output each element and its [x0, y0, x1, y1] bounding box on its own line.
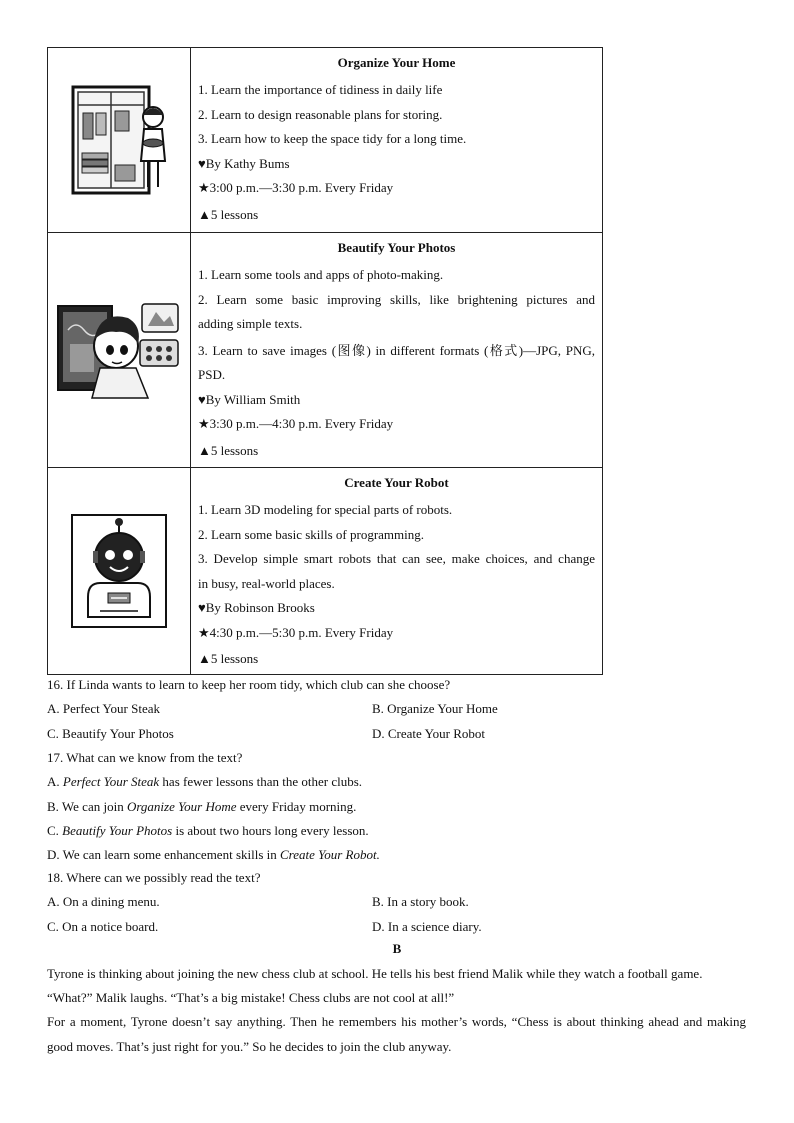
club-info-cell — [191, 468, 603, 675]
question-16 — [47, 673, 747, 746]
option-d[interactable]: D. In a science diary. — [372, 918, 482, 934]
question-stem: 18. Where can we possibly read the text? — [47, 870, 261, 885]
club-line: adding simple texts. — [198, 316, 303, 331]
club-info-cell — [191, 233, 603, 468]
option-b[interactable]: B. In a story book. — [372, 894, 469, 910]
club-image-cell — [48, 468, 191, 675]
option-d[interactable]: D. We can learn some enhancement skills in Create Your Robot. — [47, 847, 380, 863]
club-row-beautify-photos — [48, 233, 603, 468]
club-line: in busy, real-world places. — [198, 575, 335, 591]
club-title: Organize Your Home — [337, 55, 456, 70]
question-17 — [47, 746, 747, 867]
option-a[interactable]: A. On a dining menu. — [47, 894, 160, 910]
club-line: 3. Develop simple smart robots that can see, make choices, and change — [198, 551, 595, 566]
club-line: 1. Learn some tools and apps of photo-making. — [198, 267, 444, 282]
option-b[interactable]: B. Organize Your Home — [372, 701, 498, 717]
option-a[interactable]: A. Perfect Your Steak has fewer lessons than the other clubs. — [47, 774, 363, 790]
wardrobe-girl-illustration — [69, 83, 169, 197]
passage-paragraph: Tyrone is thinking about joining the new chess club at school. He tells his best friend Malik while they watch a football game. — [47, 966, 703, 981]
club-teacher: ♥By Kathy Bums — [198, 155, 290, 171]
club-row-create-robot — [48, 468, 603, 675]
club-image-cell — [48, 233, 191, 468]
club-image-cell — [48, 48, 191, 233]
passage-paragraph: For a moment, Tyrone doesn’t say anything. Then he remembers his mother’s words, “Chess is about thinking ahead and making good moves. That’s just right for you.” So he decides to join the club anyway. — [47, 1014, 746, 1054]
passage-paragraph: “What?” Malik laughs. “That’s a big mistake! Chess clubs are not cool at all!” — [47, 990, 455, 1006]
club-line: 2. Learn to design reasonable plans for storing. — [198, 106, 443, 122]
question-stem: 16. If Linda wants to learn to keep her room tidy, which club can she choose? — [47, 677, 451, 692]
club-time: ★3:30 p.m.—4:30 p.m. Every Friday — [198, 416, 394, 431]
option-d[interactable]: D. Create Your Robot — [372, 725, 486, 741]
robot-illustration — [70, 513, 168, 629]
boy-computer-illustration — [56, 300, 182, 400]
club-time: ★4:30 p.m.—5:30 p.m. Every Friday — [198, 624, 394, 640]
club-info-cell — [191, 48, 603, 233]
option-c[interactable]: C. Beautify Your Photos — [47, 725, 174, 741]
club-teacher: ♥By Robinson Brooks — [198, 600, 315, 615]
club-title: Create Your Robot — [344, 475, 449, 490]
option-a[interactable]: A. Perfect Your Steak — [47, 701, 161, 717]
clubs-table — [47, 47, 603, 675]
passage — [47, 962, 746, 1059]
question-18 — [47, 866, 747, 939]
club-lessons: ▲5 lessons — [198, 206, 259, 222]
club-line: 2. Learn some basic improving skills, like brightening pictures and — [198, 291, 595, 307]
option-c[interactable]: C. On a notice board. — [47, 918, 159, 934]
club-line: 3. Learn to save images (图像) in different formats (格式)—JPG, PNG, — [198, 342, 595, 358]
option-c[interactable]: C. Beautify Your Photos is about two hours long every lesson. — [47, 822, 369, 838]
club-line: 1. Learn 3D modeling for special parts of robots. — [198, 502, 453, 517]
club-line: 1. Learn the importance of tidiness in daily life — [198, 82, 443, 97]
option-b[interactable]: B. We can join Organize Your Home every Friday morning. — [47, 798, 357, 814]
club-row-organize-home — [48, 48, 603, 233]
club-line: 2. Learn some basic skills of programming. — [198, 526, 425, 542]
club-line: 3. Learn how to keep the space tidy for a long time. — [198, 131, 467, 146]
question-stem: 17. What can we know from the text? — [47, 750, 243, 765]
section-heading: B — [392, 941, 402, 956]
club-title: Beautify Your Photos — [337, 240, 456, 255]
club-lessons: ▲5 lessons — [198, 442, 259, 458]
club-teacher: ♥By William Smith — [198, 391, 301, 407]
club-time: ★3:00 p.m.—3:30 p.m. Every Friday — [198, 180, 394, 195]
club-lessons: ▲5 lessons — [198, 651, 259, 666]
club-line: PSD. — [198, 367, 226, 382]
